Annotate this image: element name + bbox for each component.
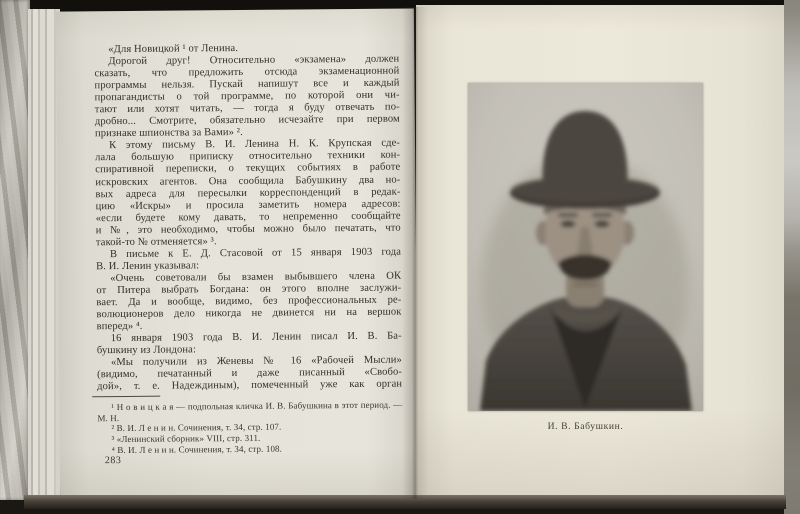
- book-gutter-shadow: [402, 7, 428, 499]
- text-line: бушкину из Лондона:: [96, 344, 197, 357]
- text-line: вых адреса для пересылки корреспонденций в редак-: [95, 186, 401, 200]
- text-line: В. И. Ленин указывал:: [96, 260, 200, 273]
- text-line: пропагандисты о той программе, по которой они чи-: [94, 89, 400, 104]
- text-line: сказать, что предложить отсюда экзаменационной: [94, 65, 400, 80]
- text-line: вает. Да и вообще, видимо, без профессиональных ре-: [96, 294, 402, 309]
- text-line: «Мы получили из Женевы № 16 «Рабочей Мысли»: [110, 354, 402, 369]
- text-line: спиративной переписки, о текущих событиях в работе: [95, 162, 401, 176]
- footnote: ¹ Н о в и ц к а я — подпольная кличка И. В. Бабушкина в этот период. — М. Н.: [97, 399, 403, 423]
- footnotes: [97, 400, 402, 456]
- portrait-illustration: [468, 83, 703, 411]
- footnote: ³ «Ленинский сборник» VIII, стр. 311.: [111, 432, 261, 445]
- book-cover-left-edge: [0, 0, 30, 500]
- text-line: тают или хотят читать, — тогда я буду отвечать по-: [94, 101, 400, 116]
- text-line: 16 января 1903 года В. И. Ленин писал И. В. Ба-: [110, 330, 402, 345]
- text-line: К этому письму В. И. Ленина Н. К. Крупская сде-: [109, 137, 401, 152]
- photo-caption: И. В. Бабушкин.: [547, 421, 624, 432]
- page-number: 283: [104, 455, 122, 467]
- text-line: такой-то № отменяется» ³.: [95, 235, 217, 248]
- text-line: «Очень советовали бы взамен выбывшего члена ОК: [110, 270, 402, 284]
- text-line: от Питера выбрать Богдана: он этого вполне заслужи-: [96, 282, 402, 297]
- right-page: [416, 5, 786, 496]
- babushkin-portrait-photo: [468, 83, 703, 411]
- text-line: искровских агентов. Она сообщила Бабушкину два но-: [95, 174, 401, 188]
- text-line: «если будете кому давать, то непременно сообщайте: [95, 210, 401, 224]
- text-line: «Для Новицкой ¹ от Ленина.: [108, 42, 239, 56]
- book-cover-right-edge: [784, 0, 800, 514]
- text-line: лала большую приписку относительно техники кон-: [95, 149, 401, 164]
- text-line: дробно... Смотрите, обязательно исчезайте при первом: [94, 113, 400, 128]
- text-line: и №, это необходимо, чтобы можно было печатать, что: [95, 222, 401, 236]
- text-line: (видимо, печатанный и даже писанный «Свобо-: [96, 366, 403, 381]
- text-line: волюционеров дело никогда не двинется ни на вершок: [96, 306, 402, 321]
- text-line: В письме к Е. Д. Стасовой от 15 января 1903 года: [109, 246, 402, 260]
- text-line: вперед» ⁴.: [96, 320, 143, 333]
- text-line: дой», т. е. Надеждиным), помеченный уже как орган: [97, 378, 403, 393]
- text-line: программы нельзя. Пускай напишут все и каждый: [94, 77, 400, 92]
- footnote: ⁴ В. И. Л е н и н. Сочинения, т. 34, стр. 108.: [111, 443, 283, 455]
- text-line: признаке шпионства за Вами» ².: [94, 127, 243, 140]
- text-line: Дорогой друг! Относительно «экзамена» должен: [108, 53, 400, 68]
- page-stack-edges: [28, 9, 60, 504]
- left-page: [56, 8, 418, 500]
- footnote-divider: [92, 396, 160, 398]
- body-text: [94, 42, 402, 394]
- footnote: ² В. И. Л е н и н. Сочинения, т. 34, стр. 107.: [111, 422, 282, 434]
- text-line: цию «Искры» и просила заметить номера адресов:: [95, 198, 401, 212]
